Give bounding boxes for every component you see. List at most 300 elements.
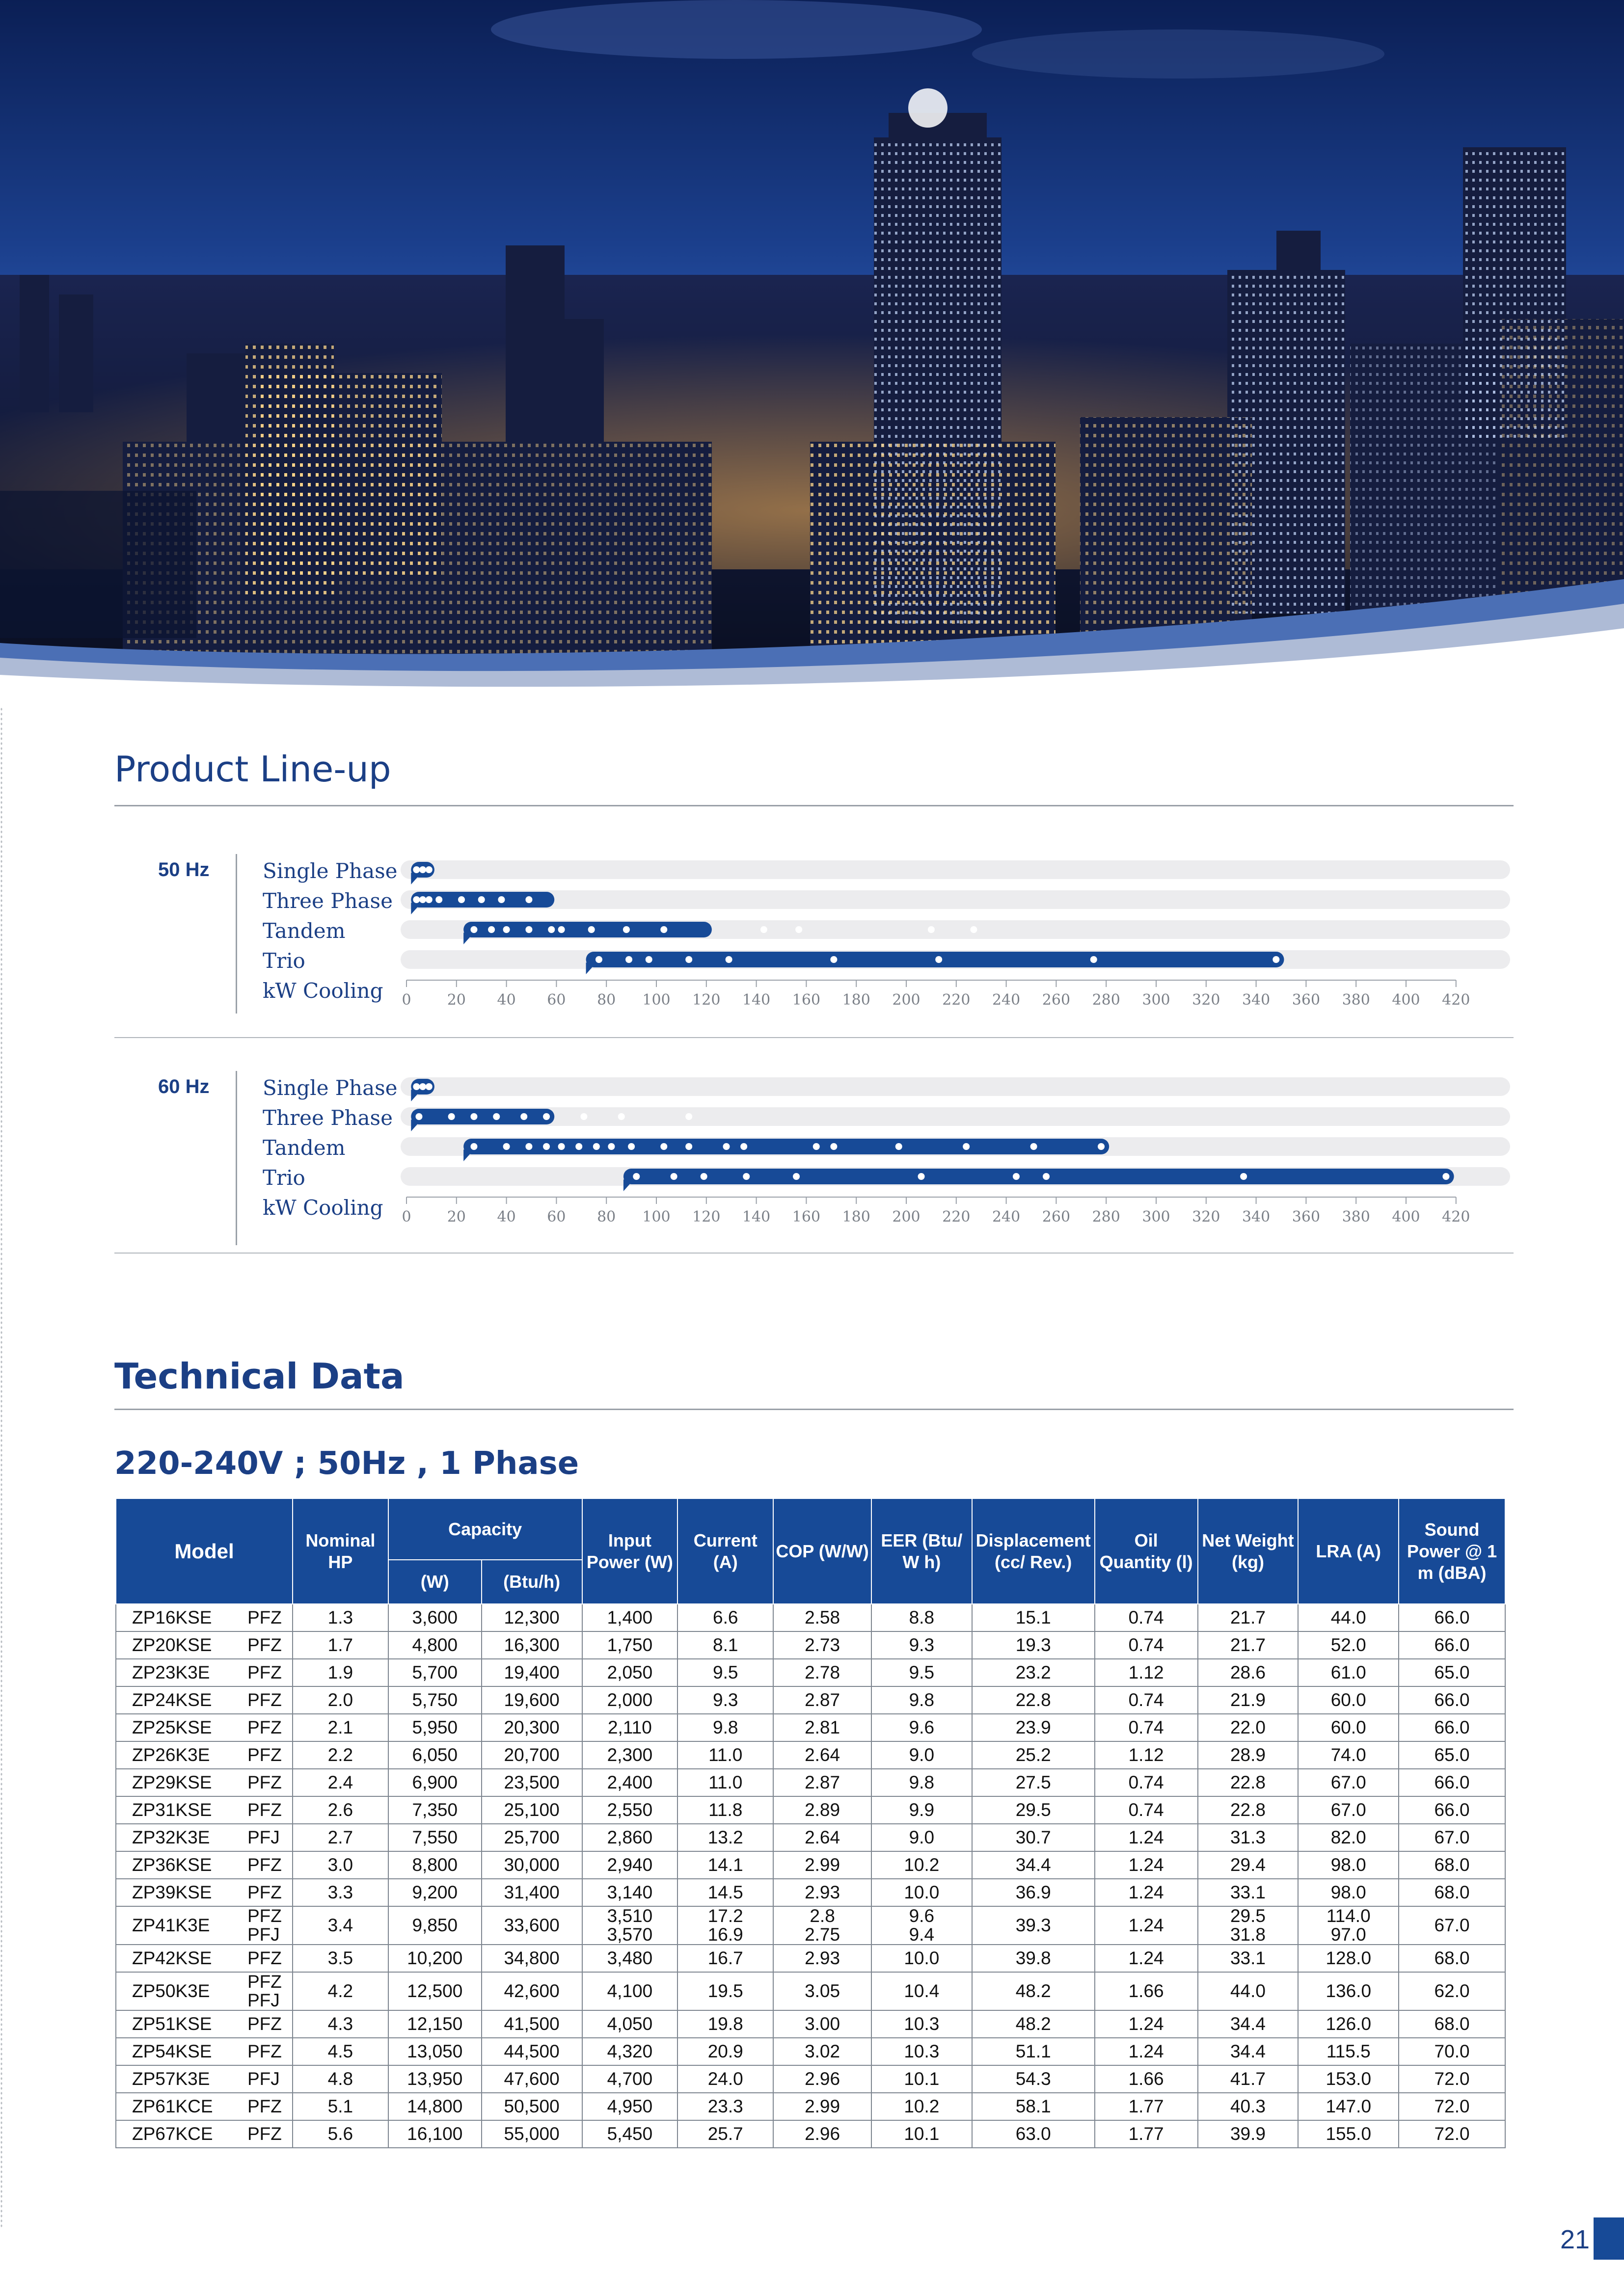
cell-lra: 52.0 <box>1298 1631 1399 1659</box>
cell-model <box>116 2120 293 2148</box>
axis-tick-label: 220 <box>942 991 971 1009</box>
cell-capacity-btu: 55,000 <box>482 2120 582 2148</box>
cell-value: 3,570 <box>607 1924 653 1945</box>
cell-sound: 68.0 <box>1399 1879 1505 1906</box>
block-separator <box>114 1037 1514 1038</box>
cell-hp: 5.1 <box>293 2093 388 2120</box>
cell-current <box>677 1906 773 1945</box>
block-50hz-axis-label: kW Cooling <box>263 979 383 1003</box>
model-suffix: PFZ <box>247 2014 282 2034</box>
cell-capacity-btu: 19,400 <box>482 1659 582 1686</box>
cell-cop: 2.89 <box>773 1796 871 1824</box>
cell-input-power: 2,300 <box>582 1741 678 1769</box>
cell-value: 97.0 <box>1330 1924 1366 1945</box>
axis-tick-label: 360 <box>1292 991 1321 1009</box>
table-row <box>116 1659 1505 1686</box>
model-dot <box>935 956 942 963</box>
cell-value: 9.4 <box>909 1924 935 1945</box>
axis-tick-label: 0 <box>402 1208 411 1226</box>
table-row <box>116 2038 1505 2065</box>
cell-cop: 3.00 <box>773 2010 871 2038</box>
model-dot <box>413 896 420 903</box>
cell-sound: 66.0 <box>1399 1796 1505 1824</box>
axis-tick-label: 340 <box>1242 991 1271 1009</box>
cell-model <box>116 1851 293 1879</box>
model-dot <box>426 866 433 873</box>
page-number: 21 <box>1560 2225 1590 2254</box>
cell-oil: 1.77 <box>1095 2093 1198 2120</box>
model-name: ZP67KCE <box>132 2124 213 2144</box>
cell-hp: 3.0 <box>293 1851 388 1879</box>
model-dot <box>723 1143 730 1150</box>
cell-input-power: 4,950 <box>582 2093 678 2120</box>
lineup-chart-60hz <box>393 1068 1517 1243</box>
cell-sound: 66.0 <box>1399 1631 1505 1659</box>
cell-lra: 98.0 <box>1298 1879 1399 1906</box>
cell-cop: 2.96 <box>773 2065 871 2093</box>
cell-oil: 1.77 <box>1095 2120 1198 2148</box>
cell-displacement: 30.7 <box>972 1824 1095 1851</box>
cell-oil: 1.24 <box>1095 1906 1198 1945</box>
axis-tick-label: 20 <box>447 1208 466 1226</box>
cell-cop: 3.02 <box>773 2038 871 2065</box>
axis-tick-label: 20 <box>447 991 466 1009</box>
cell-current: 23.3 <box>677 2093 773 2120</box>
cell-capacity-w: 9,200 <box>388 1879 482 1906</box>
cell-value: 16.9 <box>707 1924 743 1945</box>
cell-eer <box>871 1906 972 1945</box>
cell-cop: 2.81 <box>773 1714 871 1741</box>
lineup-title-rule <box>114 805 1514 806</box>
model-dot <box>1090 956 1097 963</box>
cell-capacity-btu: 25,700 <box>482 1824 582 1851</box>
cell-weight: 22.8 <box>1198 1796 1299 1824</box>
header-net-weight: Net Weight (kg) <box>1198 1498 1299 1604</box>
cell-hp: 2.7 <box>293 1824 388 1851</box>
model-dot <box>413 866 420 873</box>
cell-current: 11.0 <box>677 1741 773 1769</box>
cell-displacement: 63.0 <box>972 2120 1095 2148</box>
model-suffix: PFZ <box>247 2124 282 2144</box>
model-dot <box>918 1173 925 1180</box>
cell-capacity-btu: 30,000 <box>482 1851 582 1879</box>
table-row <box>116 1769 1505 1796</box>
cell-hp: 2.2 <box>293 1741 388 1769</box>
cell-capacity-btu: 19,600 <box>482 1686 582 1714</box>
cell-input-power: 2,940 <box>582 1851 678 1879</box>
axis-tick-label: 320 <box>1192 1208 1220 1226</box>
table-row <box>116 2120 1505 2148</box>
cell-weight: 33.1 <box>1198 1879 1299 1906</box>
cell-oil: 0.74 <box>1095 1714 1198 1741</box>
cell-displacement: 23.9 <box>972 1714 1095 1741</box>
model-suffix: PFZ <box>247 1635 282 1655</box>
cell-cop: 2.78 <box>773 1659 871 1686</box>
cell-capacity-w: 13,950 <box>388 2065 482 2093</box>
cell-hp: 2.6 <box>293 1796 388 1824</box>
model-dot <box>470 1143 477 1150</box>
model-name: ZP32K3E <box>132 1827 210 1847</box>
cell-current: 13.2 <box>677 1824 773 1851</box>
cell-value: 2.8 <box>810 1906 835 1926</box>
cell-model <box>116 2093 293 2120</box>
cell-capacity-w: 6,900 <box>388 1769 482 1796</box>
axis-tick-label: 360 <box>1292 1208 1321 1226</box>
table-row <box>116 1796 1505 1824</box>
model-dot <box>740 1143 747 1150</box>
cell-model <box>116 1741 293 1769</box>
cell-oil: 0.74 <box>1095 1769 1198 1796</box>
cell-value: 114.0 <box>1326 1906 1371 1926</box>
cell-lra: 98.0 <box>1298 1851 1399 1879</box>
cell-model <box>116 1686 293 1714</box>
range-track <box>401 1077 1510 1096</box>
cell-lra: 67.0 <box>1298 1796 1399 1824</box>
model-dot <box>558 1143 565 1150</box>
cell-capacity-w: 9,850 <box>388 1906 482 1945</box>
model-name: ZP36KSE <box>132 1855 212 1875</box>
cell-capacity-btu: 44,500 <box>482 2038 582 2065</box>
cell-lra: 82.0 <box>1298 1824 1399 1851</box>
cell-capacity-w: 13,050 <box>388 2038 482 2065</box>
cell-model <box>116 1769 293 1796</box>
model-name: ZP50K3E <box>132 1981 210 2001</box>
range-track <box>401 1107 1510 1126</box>
axis-tick-label: 200 <box>892 991 920 1009</box>
model-suffix: PFZ <box>247 1772 282 1792</box>
model-dot <box>660 926 667 933</box>
cell-sound: 66.0 <box>1399 1769 1505 1796</box>
model-dot <box>726 956 732 963</box>
table-row <box>116 1972 1505 2010</box>
model-suffix: PFZ <box>247 2096 282 2116</box>
cell-eer: 10.4 <box>871 1972 972 2010</box>
axis-tick-label: 180 <box>842 991 870 1009</box>
axis-tick-label: 280 <box>1092 991 1120 1009</box>
axis-tick-label: 420 <box>1442 991 1470 1009</box>
model-name: ZP24KSE <box>132 1690 212 1710</box>
model-name: ZP26K3E <box>132 1745 210 1765</box>
cell-input-power: 3,140 <box>582 1879 678 1906</box>
model-suffix: PFZ <box>247 1855 282 1875</box>
cell-sound: 72.0 <box>1399 2093 1505 2120</box>
model-dot <box>419 896 426 903</box>
cell-hp: 2.4 <box>293 1769 388 1796</box>
cell-oil: 1.24 <box>1095 1945 1198 1972</box>
cell-displacement: 58.1 <box>972 2093 1095 2120</box>
cell-oil: 1.24 <box>1095 2010 1198 2038</box>
cell-weight: 21.7 <box>1198 1631 1299 1659</box>
model-dot <box>760 926 767 933</box>
cell-model <box>116 1714 293 1741</box>
axis-tick-label: 400 <box>1392 991 1420 1009</box>
cell-eer: 9.3 <box>871 1631 972 1659</box>
cell-lra: 60.0 <box>1298 1714 1399 1741</box>
cell-capacity-w: 3,600 <box>388 1604 482 1631</box>
block-50hz-row-label: Three Phase <box>263 889 393 913</box>
axis-tick-label: 160 <box>792 991 821 1009</box>
cell-capacity-w: 5,700 <box>388 1659 482 1686</box>
cell-cop: 2.93 <box>773 1879 871 1906</box>
cell-model <box>116 2065 293 2093</box>
block-separator <box>114 1253 1514 1254</box>
cell-displacement: 29.5 <box>972 1796 1095 1824</box>
cell-value: 9.6 <box>909 1906 935 1926</box>
cell-capacity-btu: 42,600 <box>482 1972 582 2010</box>
cell-eer: 10.3 <box>871 2010 972 2038</box>
cell-capacity-btu: 34,800 <box>482 1945 582 1972</box>
cell-lra: 67.0 <box>1298 1769 1399 1796</box>
cell-input-power: 4,320 <box>582 2038 678 2065</box>
cell-oil: 1.24 <box>1095 1879 1198 1906</box>
cell-input-power: 2,400 <box>582 1769 678 1796</box>
block-60hz-row-label: Three Phase <box>263 1106 393 1130</box>
model-name: ZP25KSE <box>132 1717 212 1737</box>
cell-displacement: 34.4 <box>972 1851 1095 1879</box>
model-dot <box>1442 1173 1449 1180</box>
cell-eer: 10.0 <box>871 1945 972 1972</box>
cell-lra: 44.0 <box>1298 1604 1399 1631</box>
cell-lra: 155.0 <box>1298 2120 1399 2148</box>
model-name: ZP20KSE <box>132 1635 212 1655</box>
model-suffix: PFJ <box>247 1990 280 2010</box>
axis-tick-label: 140 <box>742 991 771 1009</box>
table-row <box>116 1945 1505 1972</box>
model-suffix: PFZ <box>247 1972 282 1992</box>
cell-cop: 2.64 <box>773 1741 871 1769</box>
cell-eer: 9.0 <box>871 1741 972 1769</box>
cell-lra: 153.0 <box>1298 2065 1399 2093</box>
model-dot <box>1043 1173 1050 1180</box>
cell-sound: 65.0 <box>1399 1659 1505 1686</box>
model-dot <box>426 896 433 903</box>
cell-eer: 10.1 <box>871 2065 972 2093</box>
model-dot <box>426 1083 433 1090</box>
model-suffix: PFZ <box>247 1607 282 1628</box>
cell-weight: 29.4 <box>1198 1851 1299 1879</box>
model-suffix: PFZ <box>247 1948 282 1968</box>
cell-sound: 72.0 <box>1399 2065 1505 2093</box>
model-name: ZP41K3E <box>132 1915 210 1935</box>
model-name: ZP29KSE <box>132 1772 212 1792</box>
header-sound-power: Sound Power @ 1 m (dBA) <box>1399 1498 1505 1604</box>
cell-sound: 68.0 <box>1399 1851 1505 1879</box>
range-track <box>401 860 1510 879</box>
cell-current: 19.5 <box>677 1972 773 2010</box>
cell-value: 3,510 <box>607 1906 653 1926</box>
model-dot <box>520 1113 527 1120</box>
cell-lra: 115.5 <box>1298 2038 1399 2065</box>
model-dot <box>625 956 632 963</box>
cell-weight: 31.3 <box>1198 1824 1299 1851</box>
cell-capacity-btu: 23,500 <box>482 1769 582 1796</box>
axis-tick-label: 380 <box>1342 991 1370 1009</box>
cell-oil: 1.12 <box>1095 1741 1198 1769</box>
model-dot <box>1272 956 1279 963</box>
table-row <box>116 2065 1505 2093</box>
cell-current: 9.8 <box>677 1714 773 1741</box>
cell-current: 19.8 <box>677 2010 773 2038</box>
axis-tick-label: 380 <box>1342 1208 1370 1226</box>
table-row <box>116 1686 1505 1714</box>
axis-tick-label: 60 <box>547 991 566 1009</box>
cell-value: 29.5 <box>1230 1906 1266 1926</box>
model-dot <box>503 1143 510 1150</box>
cell-displacement: 51.1 <box>972 2038 1095 2065</box>
cell-displacement: 27.5 <box>972 1769 1095 1796</box>
model-dot <box>646 956 652 963</box>
axis-tick-label: 300 <box>1142 991 1170 1009</box>
model-dot <box>580 1113 587 1120</box>
cell-lra: 74.0 <box>1298 1741 1399 1769</box>
model-dot <box>448 1113 455 1120</box>
model-dot <box>543 1143 550 1150</box>
cell-sound: 72.0 <box>1399 2120 1505 2148</box>
model-dot <box>558 926 565 933</box>
model-dot <box>548 926 555 933</box>
cell-eer: 9.8 <box>871 1769 972 1796</box>
axis-tick-label: 420 <box>1442 1208 1470 1226</box>
cell-eer: 10.2 <box>871 1851 972 1879</box>
block-60hz-row-label: Trio <box>263 1166 305 1190</box>
cell-value: 31.8 <box>1230 1924 1266 1945</box>
cell-model <box>116 1972 293 2010</box>
cell-input-power: 4,700 <box>582 2065 678 2093</box>
technical-title: Technical Data <box>114 1356 405 1397</box>
model-dot <box>488 926 495 933</box>
model-dot <box>963 1143 970 1150</box>
cell-cop: 2.99 <box>773 2093 871 2120</box>
axis-tick-label: 80 <box>597 1208 616 1226</box>
axis-tick-label: 240 <box>992 1208 1021 1226</box>
model-suffix: PFZ <box>247 2041 282 2061</box>
cell-capacity-btu: 12,300 <box>482 1604 582 1631</box>
axis-tick-label: 220 <box>942 1208 971 1226</box>
cell-model <box>116 1631 293 1659</box>
model-dot <box>685 1113 692 1120</box>
cell-oil: 0.74 <box>1095 1604 1198 1631</box>
axis-tick-label: 340 <box>1242 1208 1271 1226</box>
model-dot <box>685 1143 692 1150</box>
model-name: ZP61KCE <box>132 2096 213 2116</box>
cell-capacity-w: 8,800 <box>388 1851 482 1879</box>
cell-hp: 2.1 <box>293 1714 388 1741</box>
cell-capacity-btu: 25,100 <box>482 1796 582 1824</box>
cell-current: 20.9 <box>677 2038 773 2065</box>
block-60hz-frequency: 60 Hz <box>158 1076 210 1097</box>
cell-sound: 67.0 <box>1399 1824 1505 1851</box>
cell-input-power <box>582 1906 678 1945</box>
cell-input-power: 4,100 <box>582 1972 678 2010</box>
cell-lra: 128.0 <box>1298 1945 1399 1972</box>
cell-oil: 0.74 <box>1095 1796 1198 1824</box>
cell-hp: 4.5 <box>293 2038 388 2065</box>
model-suffix: PFZ <box>247 1717 282 1737</box>
cell-current: 25.7 <box>677 2120 773 2148</box>
block-50hz-row-label: Tandem <box>263 919 346 943</box>
axis-tick-label: 400 <box>1392 1208 1420 1226</box>
axis-tick-label: 40 <box>497 991 516 1009</box>
cell-model <box>116 1879 293 1906</box>
cell-eer: 10.3 <box>871 2038 972 2065</box>
cell-weight: 34.4 <box>1198 2010 1299 2038</box>
axis-tick-label: 280 <box>1092 1208 1120 1226</box>
header-eer: EER (Btu/ W h) <box>871 1498 972 1604</box>
block-60hz-divider <box>236 1071 237 1245</box>
model-dot <box>470 1113 477 1120</box>
cell-displacement: 15.1 <box>972 1604 1095 1631</box>
cell-oil: 1.24 <box>1095 1851 1198 1879</box>
model-dot <box>419 866 426 873</box>
cell-current: 14.5 <box>677 1879 773 1906</box>
cell-capacity-btu: 20,300 <box>482 1714 582 1741</box>
cell-current: 6.6 <box>677 1604 773 1631</box>
cell-input-power: 1,400 <box>582 1604 678 1631</box>
axis-tick-label: 160 <box>792 1208 821 1226</box>
cell-cop: 2.87 <box>773 1769 871 1796</box>
axis-tick-label: 260 <box>1042 1208 1071 1226</box>
model-suffix: PFZ <box>247 1906 282 1926</box>
axis-tick-label: 100 <box>642 991 671 1009</box>
cell-input-power: 1,750 <box>582 1631 678 1659</box>
cell-hp: 1.9 <box>293 1659 388 1686</box>
cell-weight: 41.7 <box>1198 2065 1299 2093</box>
model-dot <box>1030 1143 1037 1150</box>
cell-eer: 9.8 <box>871 1686 972 1714</box>
model-dot <box>435 896 442 903</box>
cell-lra: 136.0 <box>1298 1972 1399 2010</box>
page-tab-marker <box>1594 2217 1624 2260</box>
axis-tick-label: 60 <box>547 1208 566 1226</box>
cell-cop: 2.99 <box>773 1851 871 1879</box>
cell-displacement: 48.2 <box>972 1972 1095 2010</box>
cell-capacity-w: 14,800 <box>388 2093 482 2120</box>
cell-hp: 1.7 <box>293 1631 388 1659</box>
cell-lra: 126.0 <box>1298 2010 1399 2038</box>
axis-tick-label: 240 <box>992 991 1021 1009</box>
cell-capacity-w: 10,200 <box>388 1945 482 1972</box>
model-dot <box>660 1143 667 1150</box>
cell-input-power: 4,050 <box>582 2010 678 2038</box>
cell-current: 9.3 <box>677 1686 773 1714</box>
model-dot <box>1098 1143 1105 1150</box>
table-row <box>116 1851 1505 1879</box>
model-dot <box>525 1143 532 1150</box>
model-dot <box>588 926 595 933</box>
cell-current: 11.8 <box>677 1796 773 1824</box>
cell-input-power: 2,550 <box>582 1796 678 1824</box>
cell-model <box>116 1604 293 1631</box>
cell-sound: 66.0 <box>1399 1604 1505 1631</box>
range-bar <box>411 1109 554 1124</box>
table-row <box>116 2010 1505 2038</box>
model-dot <box>413 1083 420 1090</box>
cell-cop: 2.64 <box>773 1824 871 1851</box>
model-dot <box>793 1173 800 1180</box>
cell-eer: 9.9 <box>871 1796 972 1824</box>
cell-cop: 2.96 <box>773 2120 871 2148</box>
cell-current: 9.5 <box>677 1659 773 1686</box>
axis-tick-label: 300 <box>1142 1208 1170 1226</box>
cell-input-power: 2,000 <box>582 1686 678 1714</box>
model-dot <box>525 926 532 933</box>
edge-dots-decoration <box>0 707 3 2228</box>
cell-current: 14.1 <box>677 1851 773 1879</box>
model-dot <box>743 1173 750 1180</box>
block-50hz-row-label: Single Phase <box>263 859 398 883</box>
cell-displacement: 39.8 <box>972 1945 1095 1972</box>
cell-weight: 22.0 <box>1198 1714 1299 1741</box>
